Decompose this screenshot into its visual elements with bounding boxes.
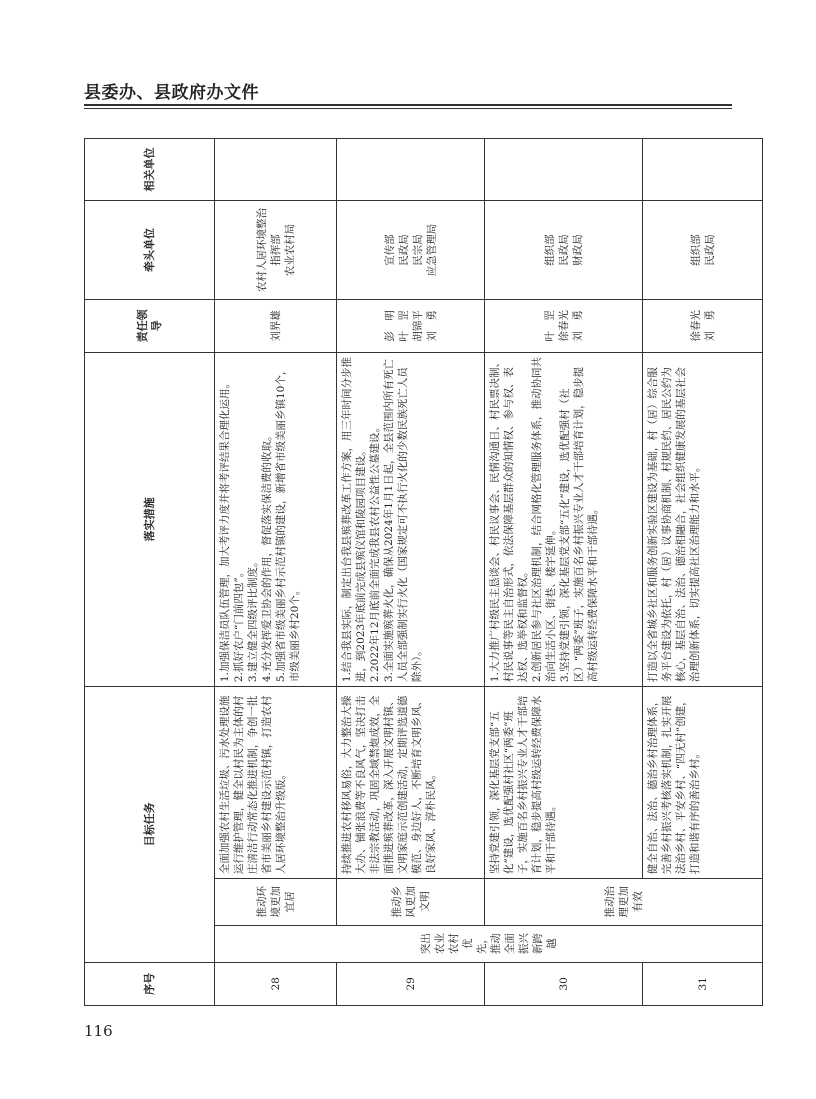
header-lead-unit: 牵头单位 xyxy=(85,200,215,299)
lead-unit: 民政局 xyxy=(557,234,570,266)
table-header-row xyxy=(85,139,215,1006)
category-cell: 突出农业农村优先，推动全面振兴新跨越 xyxy=(215,925,763,962)
row-leaders xyxy=(215,300,337,353)
header-leader: 责任领导 xyxy=(85,300,215,353)
lead-unit: 应急管理局 xyxy=(425,223,438,277)
table-row xyxy=(337,139,485,1006)
lead-unit: 农业农村局 xyxy=(283,223,296,277)
row-goal: 持续推进农村移风易俗，大力整治大操大办、铺张浪费等不良风气，坚决打击非法宗教活动，巩固全域禁炮成效，全面推进殡葬改革，深入开展文明村镇、文明家庭示范创建活动，定期评选道德模范、身边好人，不断培育文明乡风、良好家风、淳朴民风。 xyxy=(337,687,485,879)
row-seq: 31 xyxy=(643,962,763,1005)
row-leaders xyxy=(485,300,643,353)
rotated-table-container xyxy=(84,138,732,1006)
row-lead-units xyxy=(643,200,763,299)
row-lead-units xyxy=(485,200,643,299)
row-leaders xyxy=(643,300,763,353)
measure-item: 打造以全省城乡社区和服务创新实验区建设为基础，村（居）综合服务平台建设为依托，村（居）议事协商机制、村规民约、居民公约为核心，基层自治、法治、德治相融合，社会组织健康发展的基层社会治理创新体系，切实提高社区治理能力和水平。 xyxy=(647,367,701,683)
row-related-units xyxy=(215,139,337,201)
measure-item: 1.结合我县实际，制定出台我县殡葬改革工作方案，用三年时间分步推进，到2023年底前完成县殡仪馆和陵园项目建设。 xyxy=(341,357,367,683)
header-seq: 序号 xyxy=(85,962,215,1005)
leader-name: 叶 罡 xyxy=(397,310,410,342)
table-row xyxy=(643,139,763,1006)
row-leaders xyxy=(337,300,485,353)
leader-name: 刘界雄 xyxy=(269,310,282,342)
row-measures xyxy=(643,352,763,686)
row-subcategory: 推动治理更加有效 xyxy=(485,879,763,925)
measure-item: 3.坚持党建引领，深化基层党支部“五化”建设，选优配强村（社区）“两委”班子，实施百名乡村振兴专业人才干部培育计划，稳步提高村级运转经费保障水平和干部待遇。 xyxy=(559,366,599,683)
measure-item: 4.充分发挥爱卫协会的作用，督促落实保洁费的收取。 xyxy=(261,430,273,683)
lead-unit: 财政局 xyxy=(571,234,584,266)
page-number: 116 xyxy=(84,1022,113,1040)
measure-item: 1.加强保洁员队伍管理，加大考评力度并将考评结果合理化运用。 xyxy=(219,378,231,683)
measure-item: 2.创新居民参与社区治理机制，结合网格化管理服务体系，推动协同共治向生活小区、街巷、楼宇延伸。 xyxy=(531,357,557,683)
leader-name: 刘 勇 xyxy=(571,310,584,342)
lead-unit: 组织部 xyxy=(689,234,702,266)
measure-item: 3.全面实施殡葬火化，确保从2024年1月1日起，全县范围内所有死亡人员全部强制实行火化（国家规定可不执行火化的少数民族死亡人员除外）。 xyxy=(383,358,423,683)
table-row xyxy=(215,139,337,1006)
row-seq: 29 xyxy=(337,962,485,1005)
lead-unit: 民宗局 xyxy=(411,234,424,266)
lead-unit: 民政局 xyxy=(703,234,716,266)
row-goal: 坚持党建引领，深化基层党支部“五化”建设，选优配强村社区“两委”班子，实施百名乡村振兴专业人才干部培育计划，稳步提高村级运转经费保障水平和干部待遇。 xyxy=(485,687,643,879)
task-table xyxy=(84,138,763,1006)
lead-unit: 农村人居环境整治指挥部 xyxy=(255,208,282,293)
leader-name: 徐春光 xyxy=(557,310,570,342)
lead-unit: 组织部 xyxy=(543,234,556,266)
row-measures xyxy=(485,352,643,686)
row-seq: 28 xyxy=(215,962,337,1005)
row-related-units xyxy=(337,139,485,201)
measure-item: 3.建立健全四级评比制度。 xyxy=(247,556,259,683)
leader-name: 叶 罡 xyxy=(543,310,556,342)
document-header-title: 县委办、县政府办文件 xyxy=(84,83,259,103)
row-subcategory: 推动环境更加宜居 xyxy=(215,879,337,925)
measure-item: 2.抓好农户“门前四包”。 xyxy=(233,566,245,683)
table-row xyxy=(485,139,643,1006)
leader-name: 刘 勇 xyxy=(703,310,716,342)
measure-item: 1.大力推广村级民主恳谈会、村民议事会、民情沟通日、村民票决制、村民说事等民主自治形式，依法保障基层群众的知情权、参与权、表达权、选举权和监督权。 xyxy=(489,357,529,683)
measure-item: 2.2022年12月底前全面完成我县农村公益性公墓建设。 xyxy=(369,421,381,683)
row-related-units xyxy=(643,139,763,201)
leader-name: 彭 明 xyxy=(383,310,396,342)
header-rule xyxy=(84,104,732,106)
leader-name: 胡锦平 xyxy=(411,310,424,342)
row-measures xyxy=(215,352,337,686)
leader-name: 刘 勇 xyxy=(425,310,438,342)
header-rule-thin xyxy=(84,108,732,109)
row-lead-units xyxy=(337,200,485,299)
row-goal: 全面加强农村生活垃圾、污水处理设施运行维护管理，健全以村民为主体的村庄清洁行动常态化推进机制，争创一批省市美丽乡村建设示范村镇，打造农村人居环境整治升级版。 xyxy=(215,687,337,879)
leader-name: 徐春光 xyxy=(689,310,702,342)
row-measures xyxy=(337,352,485,686)
header-related-unit: 相关单位 xyxy=(85,139,215,201)
header-measures: 落实措施 xyxy=(85,352,215,686)
row-subcategory: 推动乡风更加文明 xyxy=(337,879,485,925)
row-related-units xyxy=(485,139,643,201)
measure-item: 5.加强省市级美丽乡村示范村镇的建设，新增省市级美丽乡镇10个，市级美丽乡村20个。 xyxy=(275,364,301,683)
row-goal: 健全自治、法治、德治乡村治理体系，完善乡村振兴考核落实机制，扎实开展法治乡村、平安乡村、“四无村”创建，打造和谐有序的善治乡村。 xyxy=(643,687,763,879)
row-seq: 30 xyxy=(485,962,643,1005)
header-goal: 目标任务 xyxy=(85,687,215,963)
row-lead-units xyxy=(215,200,337,299)
lead-unit: 民政局 xyxy=(397,234,410,266)
lead-unit: 宣传部 xyxy=(383,234,396,266)
